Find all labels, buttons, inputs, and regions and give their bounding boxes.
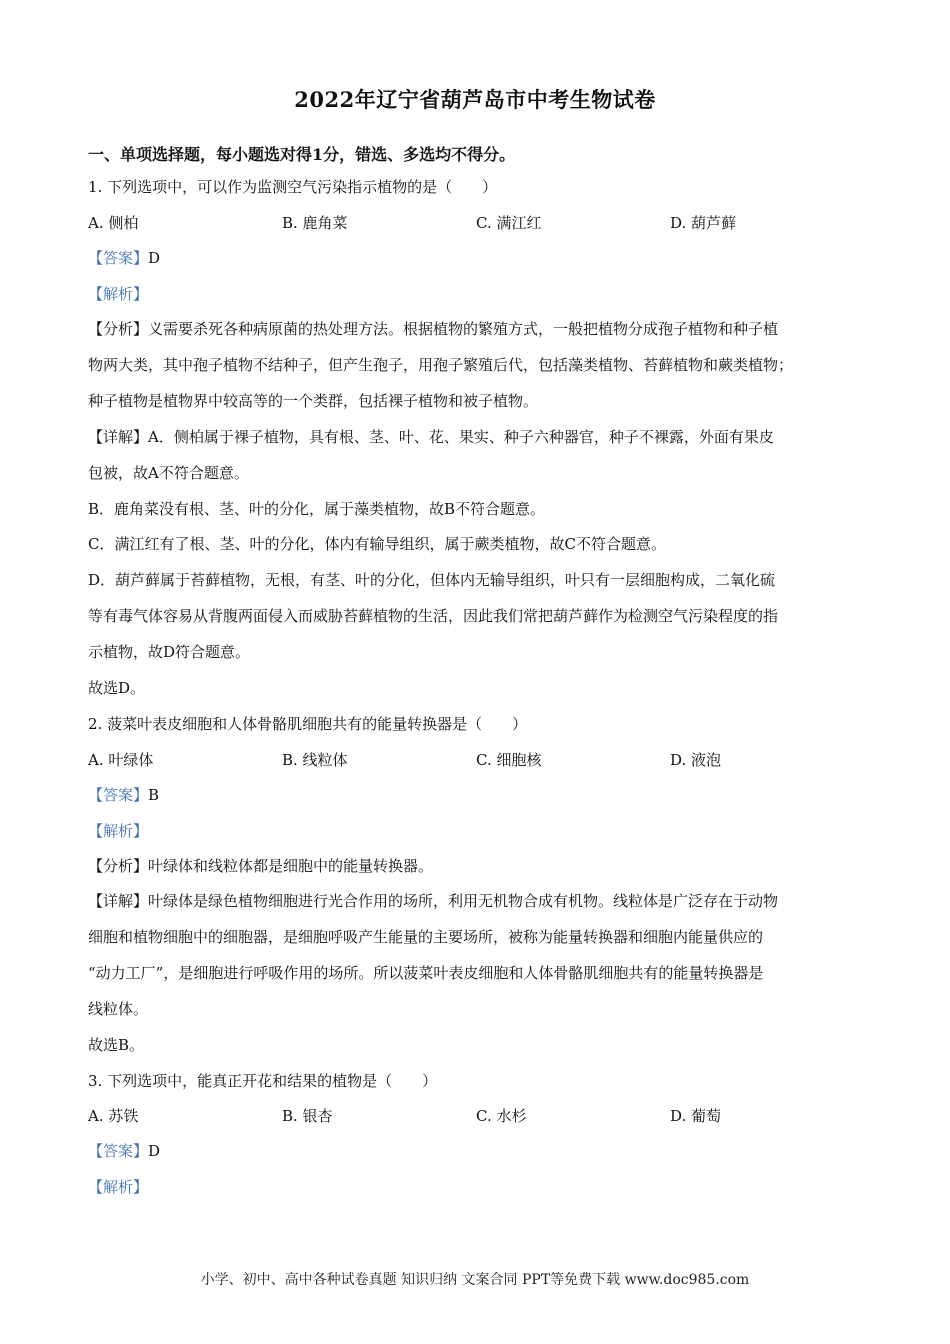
answer-line [88,248,160,268]
fenxi-line: 【分析】叶绿体和线粒体都是细胞中的能量转换器。 [88,857,434,875]
detail-line-2: 细胞和植物细胞中的细胞器，是细胞呼吸产生能量的主要场所，被称为能量转换器和细胞内能量供应的 [88,928,764,946]
fenxi-line-1: 【分析】义需要杀死各种病原菌的热处理方法。根据植物的繁殖方式，一般把植物分成孢子植物和种子植 [88,320,779,338]
option-a: A. 叶绿体 [88,751,154,769]
option-b: B. 线粒体 [282,751,348,769]
analysis-tag: 【解析】 [88,1178,149,1196]
option-c: C. 细胞核 [476,751,542,769]
option-b: B. 鹿角菜 [282,214,348,232]
answer-value: B [148,786,160,804]
option-d: D. 葫芦藓 [670,214,737,232]
fenxi-line-2: 物两大类，其中孢子植物不结种子，但产生孢子，用孢子繁殖后代，包括藻类植物、苔藓植物和蕨类植物； [88,356,794,374]
fenxi-tag: 【分析】 [88,857,149,875]
option-c: C. 水杉 [476,1107,527,1125]
question-3-options [88,1106,868,1126]
detail-line-4: 线粒体。 [88,1000,149,1018]
answer-tag: 【答案】 [88,249,149,267]
question-2-options [88,750,868,770]
option-d: D. 葡萄 [670,1107,722,1125]
answer-tag: 【答案】 [88,1142,149,1160]
question-1-stem: 1. 下列选项中，可以作为监测空气污染指示植物的是（ ） [88,178,498,196]
question-2-stem: 2. 菠菜叶表皮细胞和人体骨骼肌细胞共有的能量转换器是（ ） [88,715,528,733]
fenxi-line-3: 种子植物是植物界中较高等的一个类群，包括裸子植物和被子植物。 [88,392,539,410]
question-3-stem: 3. 下列选项中，能真正开花和结果的植物是（ ） [88,1072,438,1090]
option-b: B. 银杏 [282,1107,333,1125]
question-1-options [88,213,868,233]
answer-line [88,785,159,805]
conclusion: 故选D。 [88,679,146,697]
detail-option-b: B．鹿角菜没有根、茎、叶的分化，属于藻类植物，故B不符合题意。 [88,500,546,518]
option-a: A. 侧柏 [88,214,139,232]
page-title: 2022年辽宁省葫芦岛市中考生物试卷 [294,87,656,112]
fenxi-tag: 【分析】 [88,320,149,338]
detail-option-d-1: D．葫芦藓属于苔藓植物，无根，有茎、叶的分化，但体内无输导组织，叶只有一层细胞构成，二氧化硫 [88,571,776,589]
answer-value: D [148,1142,161,1160]
option-a: A. 苏铁 [88,1107,139,1125]
detail-tag: 【详解】 [88,428,149,446]
option-d: D. 液泡 [670,751,722,769]
detail-option-d-2: 等有毒气体容易从背腹两面侵入而威胁苔藓植物的生活，因此我们常把葫芦藓作为检测空气污染程度的指 [88,607,779,625]
answer-line [88,1141,160,1161]
detail-line-1: 【详解】叶绿体是绿色植物细胞进行光合作用的场所，利用无机物合成有机物。线粒体是广泛存在于动物 [88,892,779,910]
detail-line-1: 【详解】A．侧柏属于裸子植物，具有根、茎、叶、花、果实、种子六种器官，种子不裸露，外面有果皮 [88,428,774,446]
analysis-tag: 【解析】 [88,822,149,840]
option-c: C. 满江红 [476,214,542,232]
answer-tag: 【答案】 [88,786,149,804]
detail-line-3: “动力工厂”，是细胞进行呼吸作用的场所。所以菠菜叶表皮细胞和人体骨骼肌细胞共有的能量转换器是 [88,964,764,982]
answer-value: D [148,249,161,267]
analysis-tag: 【解析】 [88,285,149,303]
detail-option-c: C．满江红有了根、茎、叶的分化，体内有输导组织，属于蕨类植物，故C不符合题意。 [88,535,666,553]
section-heading: 一、单项选择题，每小题选对得1分，错选、多选均不得分。 [88,145,516,164]
page-footer: 小学、初中、高中各种试卷真题 知识归纳 文案合同 PPT等免费下载 www.doc985.com [200,1272,750,1288]
detail-tag: 【详解】 [88,892,149,910]
detail-option-d-3: 示植物，故D符合题意。 [88,643,251,661]
detail-line-2: 包被，故A不符合题意。 [88,464,249,482]
conclusion: 故选B。 [88,1036,145,1054]
